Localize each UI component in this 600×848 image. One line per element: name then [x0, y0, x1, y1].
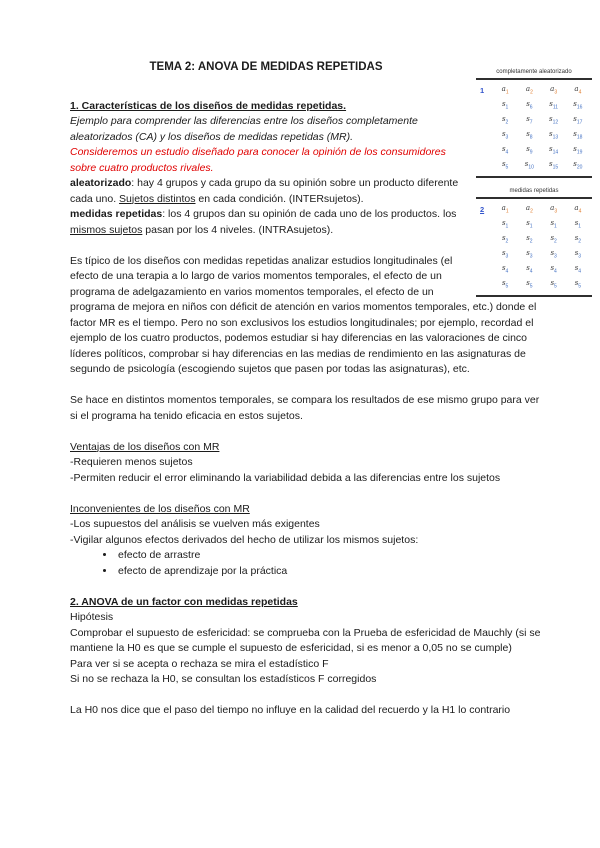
paragraph — [70, 471, 542, 487]
blank-line — [70, 688, 542, 704]
design-table-row — [480, 143, 590, 158]
subject-cell: $s_3$ — [501, 249, 509, 260]
subject-cell: $s_{11}$ — [549, 100, 559, 111]
design-table-row — [480, 217, 590, 232]
design-table-row — [480, 98, 590, 113]
design-number-marker: 1 — [480, 86, 485, 95]
paragraph — [70, 533, 542, 549]
design-table-row — [480, 128, 590, 143]
text-segment: Se hace en distintos momentos temporales, se compara los resultados de ese mismo grupo para ver si el programa ha tenido eficacia en estos sujetos. — [70, 394, 540, 422]
document-content — [70, 60, 542, 719]
text-segment: : hay 4 grupos y cada grupo da su opinión sobre un producto diferente cada uno. — [70, 177, 459, 205]
subject-cell: $s_{17}$ — [573, 115, 583, 126]
text-segment: medidas repetidas — [70, 208, 163, 220]
text-segment: : los 4 grupos dan su opinión de cada uno de los productos. los — [162, 208, 457, 220]
design-table — [476, 187, 592, 297]
condition-cell: $a_3$ — [550, 85, 558, 96]
blank-line — [70, 486, 542, 502]
blank-line — [70, 579, 542, 595]
text-segment: mismos sujetos — [70, 223, 143, 236]
subject-cell: $s_1$ — [550, 219, 557, 230]
text-segment: Es típico de los diseños con medidas repetidas analizar estudios longitudinales (el efecto de una terapia a lo largo de varios momentos temporales, el efecto de un programa de adelgazamiento en varios momentos temporales, el efecto de un programa de mejora en niños con déficit de atención en varios momentos temporales, etc.) donde el factor MR es el tiempo. Pero no son exclusivos los estudios longitudinales; por ejemplo, recordad el ejemplo de los cuatro productos, podemos estudiar si hay diferencias en las valoraciones de cinco líderes políticos, comprobar si hay diferencias en las medias de rendimiento en las asignaturas de segundo de psicología (escogiendo sujetos que pasen por todas las asignaturas), etc. — [70, 254, 537, 375]
subject-cell: $s_{13}$ — [549, 130, 559, 141]
subject-cell: $s_4$ — [574, 264, 582, 275]
text-segment: Para ver si se acepta o rechaza se mira el estadístico F — [70, 657, 329, 670]
design-table-row — [480, 277, 590, 292]
text-segment: Ventajas de los diseños con MR — [70, 440, 220, 453]
paragraph — [70, 502, 542, 518]
subject-cell: $s_3$ — [526, 249, 533, 260]
subject-cell: $s_{20}$ — [573, 160, 583, 171]
condition-cell: $a_4$ — [574, 85, 582, 96]
subject-cell: $s_{16}$ — [573, 100, 583, 111]
subject-cell: $s_5$ — [550, 279, 557, 290]
text-segment: Hipótesis — [70, 611, 114, 623]
bullet-item: • efecto de arrastre — [116, 548, 542, 564]
text-segment: aleatorizado — [70, 177, 132, 189]
subject-cell: $s_1$ — [526, 219, 533, 230]
subject-cell: $s_4$ — [550, 264, 557, 275]
subject-cell: $s_2$ — [526, 234, 533, 245]
text-segment: -Los supuestos del análisis se vuelven más exigentes — [70, 518, 320, 530]
subject-cell: $s_{14}$ — [549, 145, 559, 156]
subject-cell: $s_4$ — [501, 264, 509, 275]
text-segment: Consideremos un estudio diseñado para conocer la opinión de los consumidores sobre cuatro productos rivales. — [70, 146, 446, 174]
subject-cell: $s_4$ — [526, 264, 533, 275]
subject-cell: $s_{12}$ — [549, 115, 559, 126]
paragraph — [70, 703, 542, 719]
subject-cell: $s_{15}$ — [549, 160, 559, 171]
subject-cell: $s_5$ — [501, 160, 509, 171]
condition-cell: $a_3$ — [550, 204, 558, 215]
design-table-row — [480, 262, 590, 277]
subject-cell: $s_1$ — [501, 219, 509, 230]
subject-cell: $s_1$ — [574, 219, 582, 230]
subject-cell: $s_5$ — [574, 279, 582, 290]
text-segment: 1. Características de los diseños de medidas repetidas. — [70, 99, 347, 112]
text-segment: Sujetos distintos — [119, 192, 196, 205]
subject-cell: $s_2$ — [501, 115, 509, 126]
subject-cell: $s_2$ — [501, 234, 509, 245]
text-segment: pasan por los 4 niveles. (INTRAsujetos). — [142, 223, 334, 236]
text-segment: -Permiten reducir el error eliminando la variabilidad debida a las diferencias entre los sujetos — [70, 471, 501, 484]
page-title: TEMA 2: ANOVA DE MEDIDAS REPETIDAS — [149, 61, 383, 73]
subject-cell: $s_4$ — [501, 145, 509, 156]
subject-cell: $s_{19}$ — [573, 145, 583, 156]
side-tables — [476, 68, 592, 306]
text-segment: Comprobar el supuesto de esfericidad: se comprueba con la Prueba de esfericidad de Mauchly (si se mantiene la H0 es que se cumple el supuesto de esfericidad, si es menor a 0,05 no se cumple) — [70, 626, 541, 654]
design-table — [476, 68, 592, 178]
design-table-header-row — [480, 202, 590, 217]
subject-cell: $s_{10}$ — [524, 160, 534, 171]
design-table-grid — [476, 78, 592, 178]
paragraph — [70, 455, 542, 471]
subject-cell: $s_5$ — [501, 279, 509, 290]
design-table-row — [480, 158, 590, 173]
bullet-list — [70, 548, 542, 579]
subject-cell: $s_2$ — [550, 234, 557, 245]
text-segment: en cada condición. (INTERsujetos). — [195, 192, 364, 205]
condition-cell: $a_4$ — [574, 204, 582, 215]
paragraph — [70, 610, 542, 626]
subject-cell: $s_8$ — [526, 130, 533, 141]
design-table-header-row — [480, 83, 590, 98]
paragraph — [70, 657, 542, 673]
condition-cell: $a_2$ — [525, 85, 533, 96]
subject-cell: $s_9$ — [526, 145, 533, 156]
subject-cell: $s_3$ — [574, 249, 582, 260]
subject-cell: $s_2$ — [574, 234, 582, 245]
condition-cell: $a_2$ — [525, 204, 533, 215]
design-table-row — [480, 113, 590, 128]
text-segment: -Vigilar algunos efectos derivados del hecho de utilizar los mismos sujetos: — [70, 533, 419, 546]
text-segment: Ejemplo para comprender las diferencias entre los diseños completamente aleatorizados (CA) y los diseños de medidas repetidas (MR). — [70, 115, 418, 143]
paragraph — [70, 626, 542, 657]
paragraph — [70, 517, 542, 533]
design-table-grid — [476, 197, 592, 297]
text-segment: Inconvenientes de los diseños con MR — [70, 502, 250, 515]
subject-cell: $s_7$ — [526, 115, 533, 126]
design-table-title: completamente aleatorizado — [496, 69, 572, 75]
subject-cell: $s_3$ — [501, 130, 509, 141]
condition-cell: $a_1$ — [501, 204, 509, 215]
subject-cell: $s_6$ — [526, 100, 533, 111]
subject-cell: $s_5$ — [526, 279, 533, 290]
design-table-title: medidas repetidas — [509, 188, 559, 194]
blank-line — [70, 378, 542, 394]
subject-cell: $s_3$ — [550, 249, 557, 260]
text-segment: Si no se rechaza la H0, se consultan los estadísticos F corregidos — [70, 673, 377, 685]
condition-cell: $a_1$ — [501, 85, 509, 96]
design-number-marker: 2 — [480, 205, 485, 214]
text-segment: La H0 nos dice que el paso del tiempo no influye en la calidad del recuerdo y la H1 lo contrario — [70, 704, 511, 716]
paragraph — [70, 440, 542, 456]
paragraph — [70, 672, 542, 688]
subject-cell: $s_{18}$ — [573, 130, 583, 141]
design-table-row — [480, 247, 590, 262]
paragraph — [70, 393, 542, 424]
design-table-row — [480, 232, 590, 247]
blank-line — [70, 424, 542, 440]
section-heading — [70, 595, 542, 611]
text-segment: 2. ANOVA de un factor con medidas repetidas — [70, 595, 298, 608]
text-segment: -Requieren menos sujetos — [70, 456, 193, 468]
bullet-item: • efecto de aprendizaje por la práctica — [116, 564, 542, 580]
subject-cell: $s_1$ — [501, 100, 509, 111]
